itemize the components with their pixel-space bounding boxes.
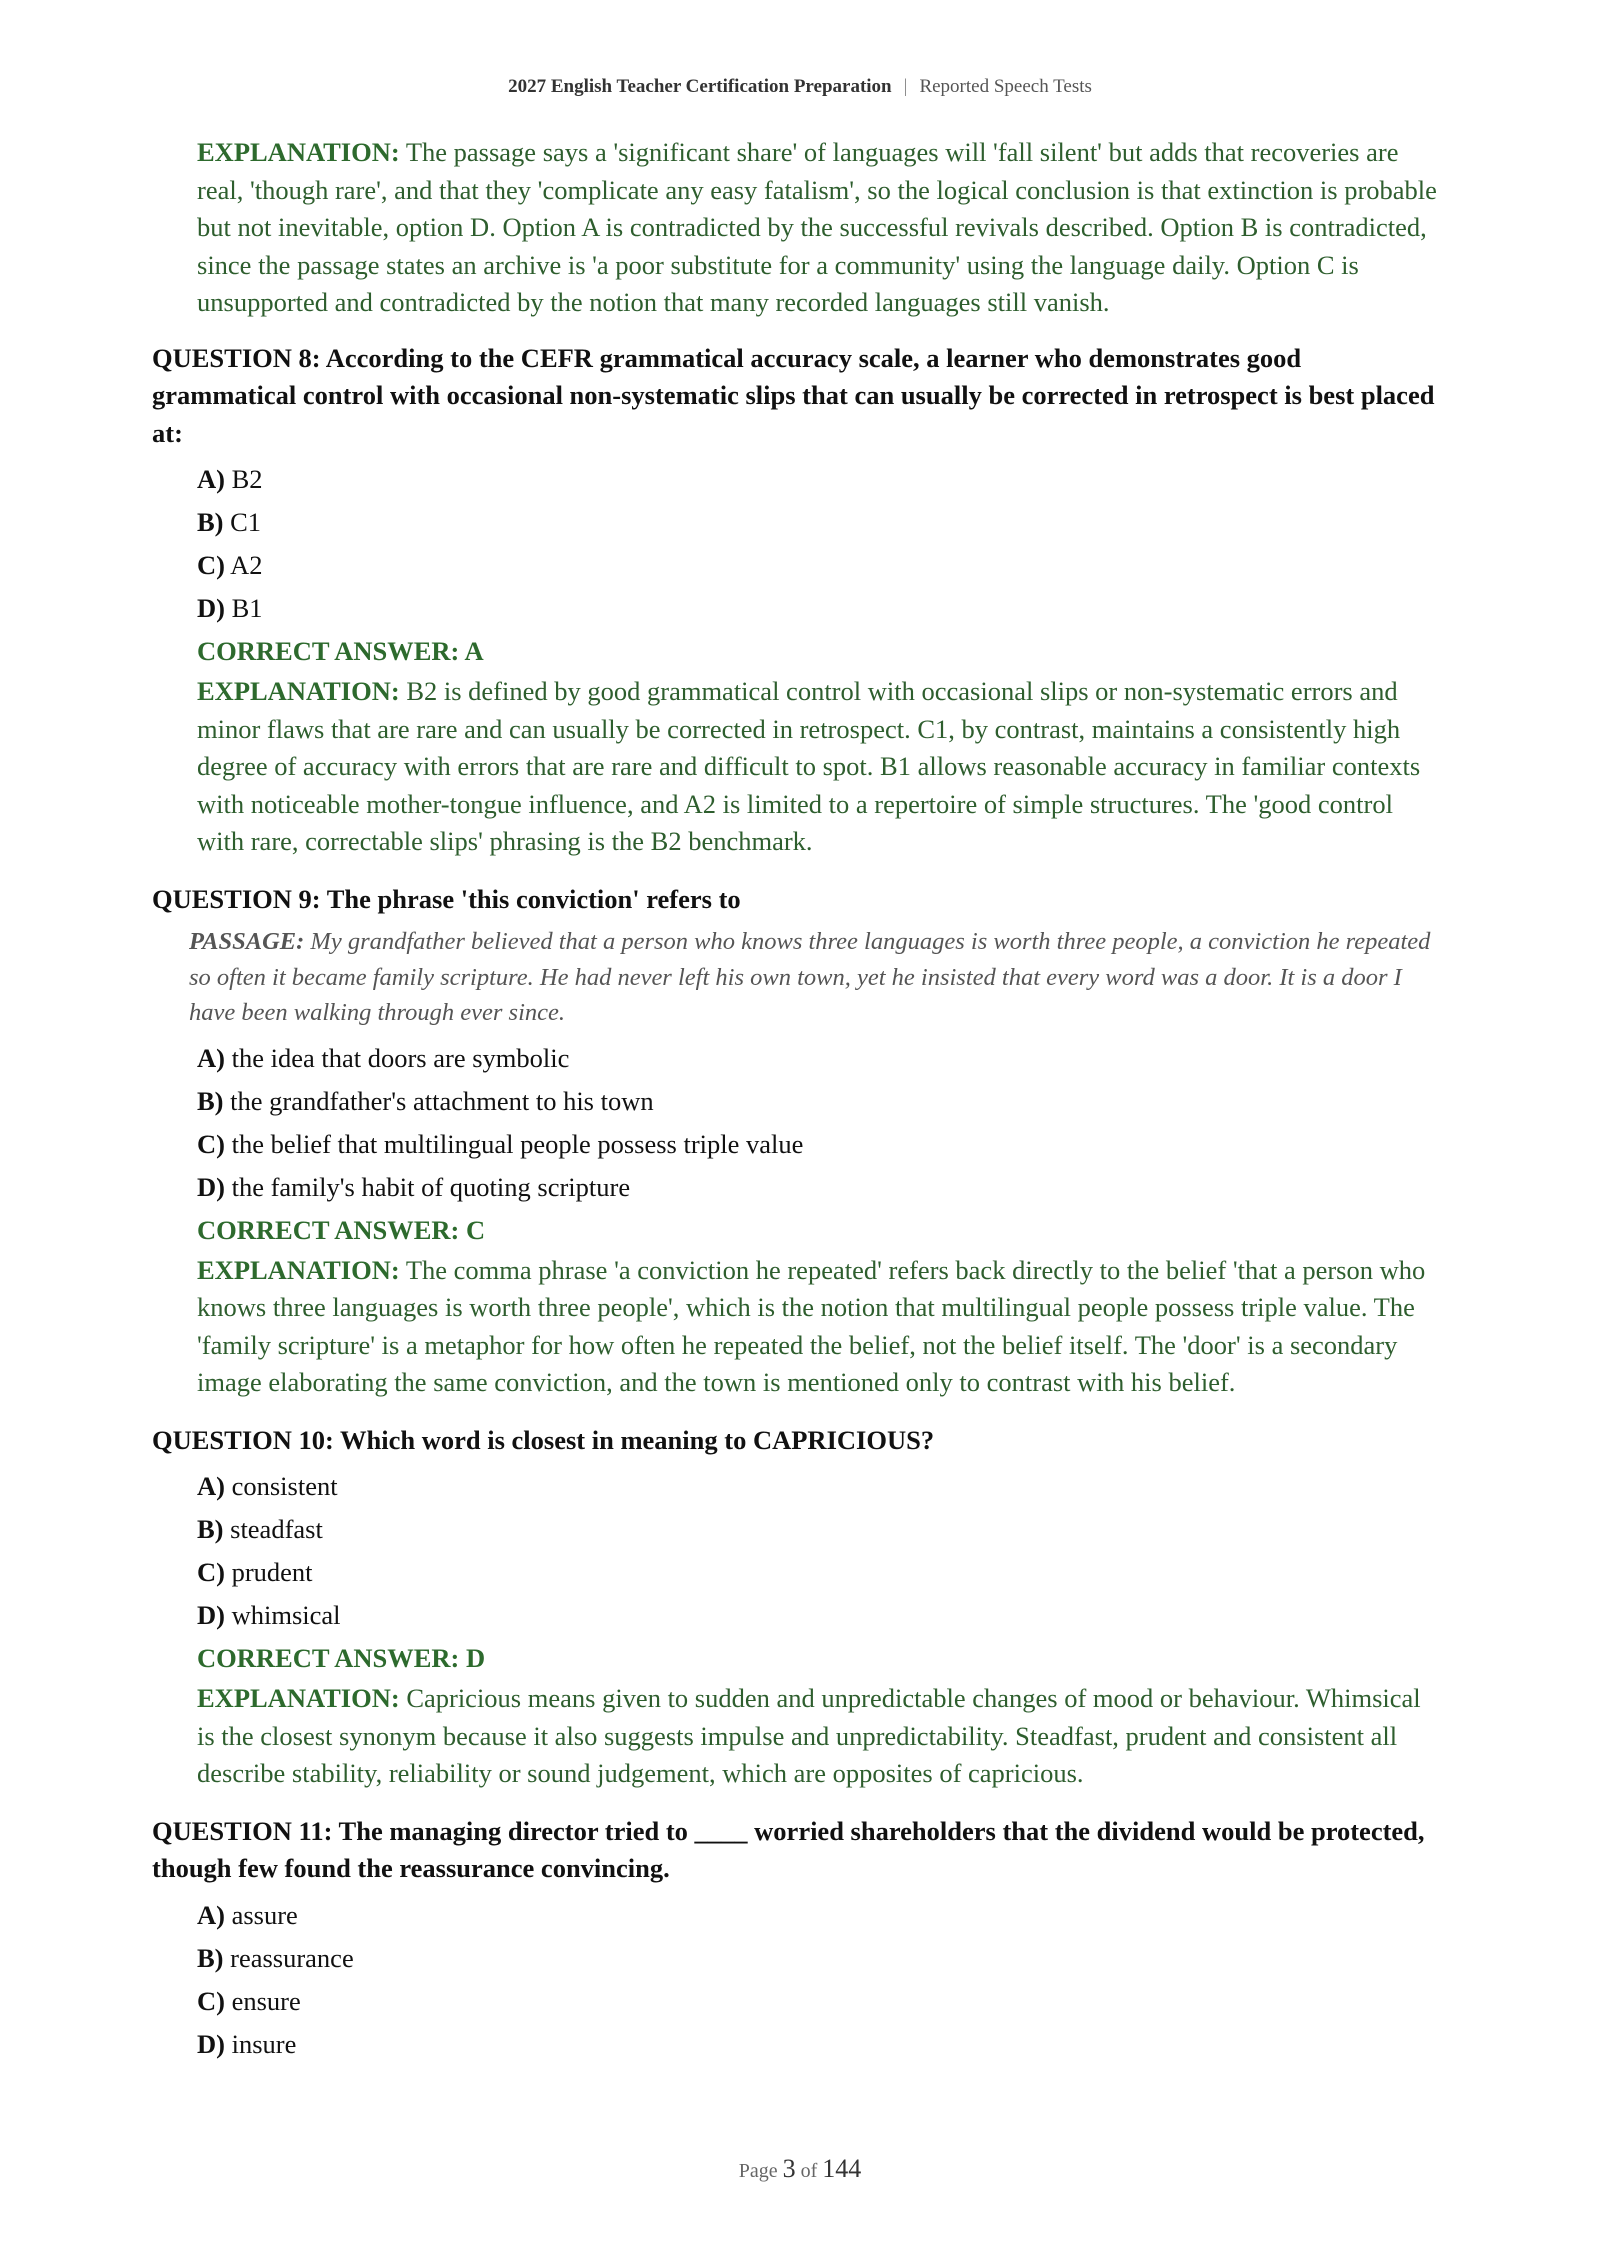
- question-10-options: [197, 1465, 1442, 1637]
- option-text: the grandfather's attachment to his town: [223, 1085, 654, 1116]
- option-c: [197, 1123, 1442, 1166]
- question-10-stem: QUESTION 10: Which word is closest in meaning to CAPRICIOUS?: [152, 1424, 935, 1455]
- option-text: insure: [224, 2028, 297, 2059]
- option-letter: C): [197, 1557, 225, 1587]
- option-text: the belief that multilingual people possess triple value: [224, 1128, 804, 1159]
- question-9-stem: QUESTION 9: The phrase 'this conviction' refers to: [152, 883, 741, 914]
- option-text: assure: [224, 1899, 298, 1930]
- option-letter: A): [197, 1042, 225, 1073]
- passage-text: My grandfather believed that a person who knows three languages is worth three people, a conviction he repeated so often it became family scripture. He had never left his own town, yet he insisted that every word was a door. It is a door I have been walking through ever since.: [189, 928, 1431, 1026]
- option-letter: A): [197, 1899, 225, 1930]
- question-11-options: [197, 1894, 1442, 2066]
- explanation-text: The passage says a 'significant share' of languages will 'fall silent' but adds that recoveries are real, 'though rare', and that they 'complicate any easy fatalism', so the logical conclusion is that extinction is probable but not inevitable, option D. Option A is contradicted by the successful revivals described. Option B is contradicted, since the passage states an archive is 'a poor substitute for a community' using the language daily. Option C is unsupported and contradicted by the notion that many recorded languages still vanish.: [197, 137, 1437, 317]
- option-text: consistent: [224, 1471, 338, 1501]
- option-c: [197, 1980, 1442, 2023]
- explanation-label: EXPLANATION:: [197, 676, 400, 706]
- option-text: B1: [224, 593, 263, 623]
- option-text: B2: [224, 464, 263, 494]
- explanation-label: EXPLANATION:: [197, 1683, 400, 1713]
- explanation-text: Capricious means given to sudden and unpredictable changes of mood or behaviour. Whimsical is the closest synonym because it also suggests impulse and unpredictability. Steadfast, prudent and consistent all describe stability, reliability or sound judgement, which are opposites of capricious.: [197, 1683, 1421, 1788]
- option-letter: B): [197, 1942, 224, 1973]
- question-10-correct-answer: CORRECT ANSWER: D: [197, 1643, 486, 1673]
- page-word: Page: [738, 2160, 783, 2182]
- option-text: reassurance: [223, 1942, 354, 1973]
- option-d: [197, 587, 1442, 630]
- question-9-explanation: [197, 1252, 1442, 1402]
- question-9-correct-answer: CORRECT ANSWER: C: [197, 1214, 486, 1245]
- header-separator: |: [903, 76, 908, 97]
- option-letter: D): [197, 1600, 225, 1630]
- passage-label: PASSAGE:: [189, 928, 305, 955]
- option-b: [197, 1508, 1442, 1551]
- page-footer: [0, 2154, 1600, 2184]
- explanation-text: The comma phrase 'a conviction he repeated' refers back directly to the belief 'that a person who knows three languages is worth three people', which is the notion that multilingual people possess triple value. The 'family scripture' is a metaphor for how often he repeated the belief, not the belief itself. The 'door' is a secondary image elaborating the same conviction, and the town is mentioned only to contrast with his belief.: [197, 1254, 1426, 1397]
- option-a: [197, 1894, 1442, 1937]
- question-9-passage: [189, 924, 1442, 1031]
- option-text: the idea that doors are symbolic: [224, 1042, 570, 1073]
- option-b: [197, 1937, 1442, 1980]
- option-text: C1: [223, 507, 262, 537]
- page-content: [152, 134, 1442, 2066]
- option-letter: C): [197, 1985, 225, 2016]
- option-text: prudent: [224, 1557, 313, 1587]
- of-word: of: [795, 2160, 823, 2182]
- question-10-explanation: [197, 1680, 1442, 1793]
- option-d: [197, 2023, 1442, 2066]
- option-text: the family's habit of quoting scripture: [224, 1171, 631, 1202]
- option-letter: B): [197, 1514, 224, 1544]
- option-text: A2: [224, 550, 263, 580]
- page-header: [0, 76, 1600, 98]
- option-letter: C): [197, 550, 225, 580]
- option-text: whimsical: [224, 1600, 341, 1630]
- option-d: [197, 1594, 1442, 1637]
- option-letter: D): [197, 593, 225, 623]
- option-letter: B): [197, 1085, 224, 1116]
- option-a: [197, 458, 1442, 501]
- question-7-explanation: [197, 134, 1442, 322]
- option-letter: C): [197, 1128, 225, 1159]
- page-number: 3: [782, 2154, 796, 2183]
- question-8-correct-answer: CORRECT ANSWER: A: [197, 636, 484, 666]
- option-b: [197, 501, 1442, 544]
- explanation-text: B2 is defined by good grammatical control with occasional slips or non-systematic errors and minor flaws that are rare and can usually be corrected in retrospect. C1, by contrast, maintains a consistently high degree of accuracy with errors that are rare and difficult to spot. B1 allows reasonable accuracy in familiar contexts with noticeable mother-tongue influence, and A2 is limited to a repertoire of simple structures. The 'good control with rare, correctable slips' phrasing is the B2 benchmark.: [197, 676, 1421, 856]
- option-text: ensure: [224, 1985, 301, 2016]
- header-subtitle: Reported Speech Tests: [919, 76, 1092, 97]
- option-a: [197, 1037, 1442, 1080]
- header-title: 2027 English Teacher Certification Preparation: [508, 76, 892, 97]
- question-8-stem: QUESTION 8: According to the CEFR grammatical accuracy scale, a learner who demonstrates good grammatical control with occasional non-systematic slips that can usually be corrected in retrospect is best placed at:: [152, 342, 1435, 448]
- question-8-options: [197, 458, 1442, 630]
- option-letter: D): [197, 2028, 225, 2059]
- option-c: [197, 1551, 1442, 1594]
- option-text: steadfast: [223, 1514, 323, 1544]
- option-letter: B): [197, 507, 224, 537]
- option-letter: A): [197, 1471, 225, 1501]
- option-a: [197, 1465, 1442, 1508]
- question-8-explanation: [197, 673, 1442, 861]
- total-pages: 144: [822, 2154, 862, 2183]
- option-d: [197, 1166, 1442, 1209]
- option-letter: D): [197, 1171, 225, 1202]
- question-9-options: [197, 1037, 1442, 1209]
- question-11-stem: QUESTION 11: The managing director tried to ____ worried shareholders that the dividend would be protected, though few found the reassurance convincing.: [152, 1815, 1425, 1883]
- explanation-label: EXPLANATION:: [197, 137, 400, 167]
- option-c: [197, 544, 1442, 587]
- option-letter: A): [197, 464, 225, 494]
- explanation-label: EXPLANATION:: [197, 1254, 400, 1285]
- option-b: [197, 1080, 1442, 1123]
